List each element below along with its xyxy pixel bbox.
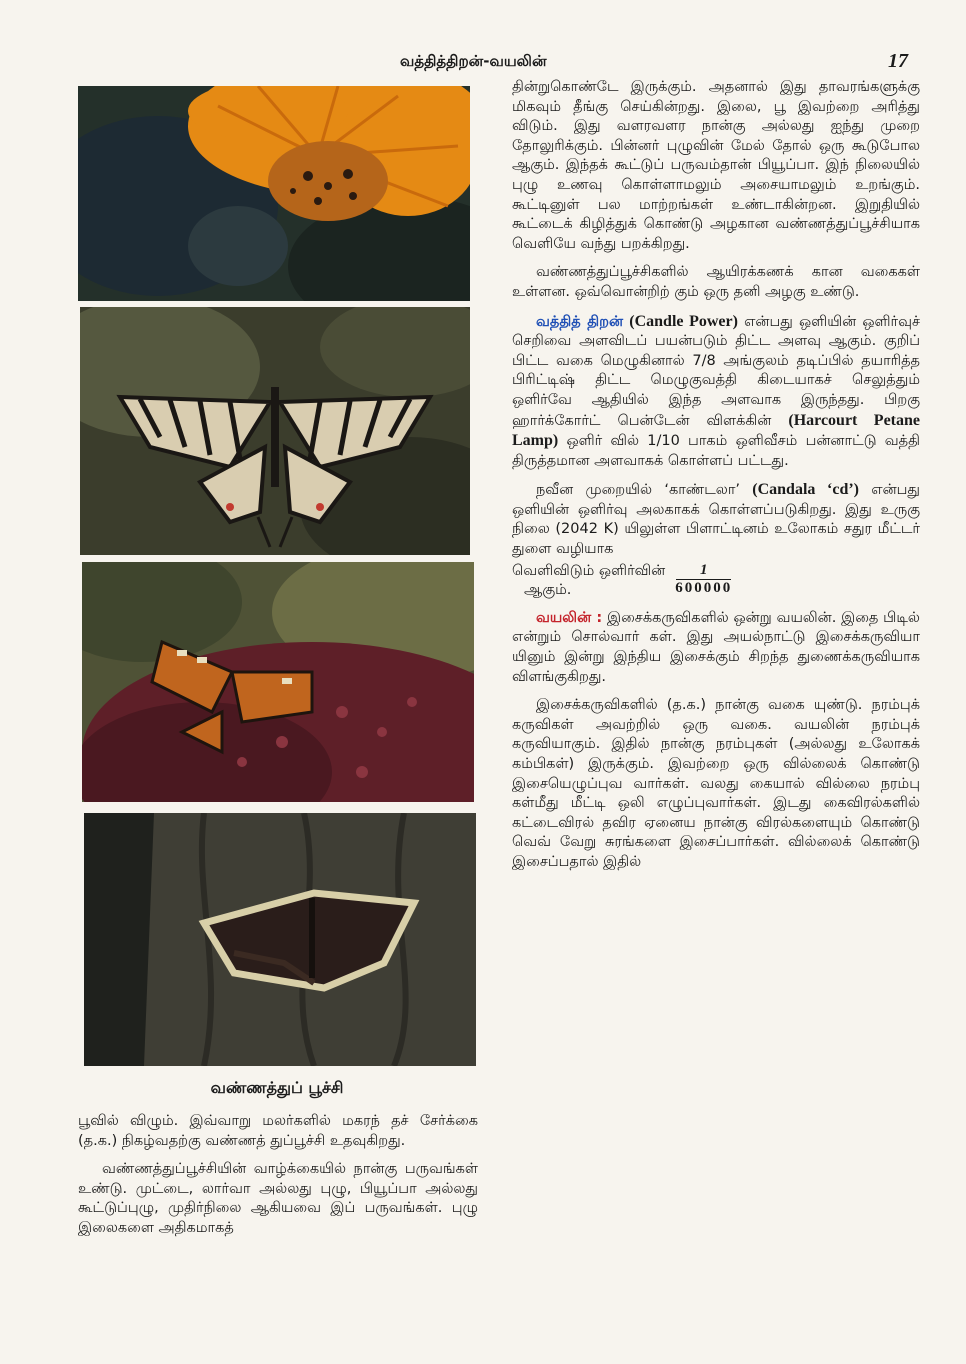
butterfly-photo-swallowtail bbox=[80, 307, 470, 555]
candela-text-a: நவீன முறையில் ‘காண்டலா’ bbox=[536, 482, 753, 499]
butterfly-photo-tortoiseshell bbox=[82, 562, 474, 802]
harcourt-lamp-english: (Harcourt Petane Lamp) bbox=[512, 411, 920, 450]
candela-text-b: என்பது ஒளியின் ஒளிர்வு அலகாகக் கொள்ளப்படுகிறது. இது உருகு நிலை (2042 K) யிலுள்ள பிளாட்டினம் உலோகம் சதுர மீட்டர் துளை வழியாக bbox=[512, 482, 920, 558]
candela-fraction-lead: வெளிவிடும் ஒளிர்வின் bbox=[512, 562, 666, 579]
running-head-title: வத்தித்திறன்-வயலின் bbox=[400, 52, 547, 70]
candle-power-english: (Candle Power) bbox=[629, 312, 738, 330]
left-column-text bbox=[78, 1112, 478, 1248]
candela-fraction bbox=[675, 562, 732, 597]
candle-power-term: வத்தித் திறன் bbox=[536, 313, 624, 330]
instruments-paragraph: இசைக்கருவிகளில் (த.க.) நான்கு வகை யுண்டு. நரம்புக் கருவிகள் அவற்றில் ஒரு வகை. வயலின் நரம்புக் கருவியாகும். இதில் நான்கு நரம்புகள் (அல்லது உலோகக் கம்பிகள்) இருக்கும். இவற்றை ஒரு வில்லைக் கொண்டு இசையெழுப்புவ வார்கள். வலது கையால் வில்லை நரம்பு கள்மீது மீட்டி ஒலி எழுப்புவார்கள். இடது கைவிரல்களில் கட்டைவிரல் தவிர ஏனைய நான்கு விரல்களையும் கொண்டு வெவ் வேறு சுரங்களை இசைப்பார்கள். வில்லைக் கொண்டு இசைப்பதால் இதில் bbox=[512, 697, 920, 870]
left-paragraph-2: வண்ணத்துப்பூச்சியின் வாழ்க்கையில் நான்கு பருவங்கள் உண்டு. முட்டை, லார்வா அல்லது புழு, பியூப்பா அல்லது கூட்டுப்புழு, முதிர்நிலை ஆகியவை இப் பருவங்கள். புழு இலைகளை அதிகமாகத் bbox=[78, 1161, 478, 1236]
fraction-denominator: 600000 bbox=[675, 579, 733, 596]
figure-caption: வண்ணத்துப் பூச்சி bbox=[210, 1078, 344, 1097]
candela-fraction-trail: ஆகும். bbox=[524, 582, 572, 599]
candela-paragraph bbox=[512, 480, 920, 559]
right-paragraph-1: தின்றுகொண்டே இருக்கும். அதனால் இது தாவரங்களுக்கு மிகவும் தீங்கு செய்கின்றது. இலை, பூ இவற்றை அரித்து விடும். இது வளரவளர நான்கு அல்லது ஐந்து முறை தோலுரிக்கும். பின்னர் புழுவின் மேல் தோல் ஒரு கூடுபோல ஆகும். இந்தக் கூட்டுப் பருவம்தான் பியூப்பா. இந் நிலையில் புழு உணவு கொள்ளாமலும் அசையாமலும் உறங்கும். கூட்டினுள் பல மாற்றங்கள் உண்டாகின்றன. இறுதியில் கூட்டைக் கிழித்துக் கொண்டு அழகான வண்ணத்துப்பூச்சியாக வெளியே வந்து பறக்கிறது. bbox=[512, 79, 920, 252]
page-number: 17 bbox=[888, 50, 908, 72]
running-head bbox=[0, 50, 966, 76]
left-paragraph-1: பூவில் விழும். இவ்வாறு மலர்களில் மகரந் தச் சேர்க்கை (த.க.) நிகழ்வதற்கு வண்ணத் துப்பூச்சி உதவுகிறது. bbox=[78, 1113, 478, 1149]
candle-power-text-b: ஒளிர் வில் 1/10 பாகம் ஒளிவீசம் பன்னாட்டு வத்தி திருத்தமான அளவாகக் கொள்ளப் பட்டது. bbox=[512, 433, 920, 469]
candela-fraction-line bbox=[512, 562, 920, 601]
fraction-numerator: 1 bbox=[676, 562, 732, 580]
violin-text: இசைக்கருவிகளில் ஒன்று வயலின். இதை பிடில் என்றும் சொல்வார் கள். இது அயல்நாட்டு இசைக்கருவியா யினும் இன்று இந்திய இசைக்கும் சிறந்த துணைக்கருவியாக விளங்குகிறது. bbox=[512, 609, 920, 685]
candela-english: (Candala ‘cd’) bbox=[752, 481, 860, 499]
candle-power-text-a: என்பது ஒளியின் ஒளிர்வுச் செறிவை அளவிடப் பயன்படும் திட்ட அளவு ஆகும். குறிப் பிட்ட வகை மெழுகினால் 7/8 அங்குலம் தடிப்பில் தயாரித்த பிரிட்டிஷ் திட்ட மெழுகுவத்தி கிடையாகச் செலுத்தும் ஒளிர்வே ஆதியில் இந்த அளவாக இருந்தது. பிறகு ஹார்க்கோர்ட் பென்டேன் விளக்கின் bbox=[512, 313, 920, 429]
violin-term: வயலின் : bbox=[536, 609, 603, 626]
right-column-text bbox=[512, 78, 920, 882]
butterfly-photo-orange-flower bbox=[78, 86, 470, 301]
right-paragraph-2: வண்ணத்துப்பூச்சிகளில் ஆயிரக்கணக் கான வகைகள் உள்ளன. ஒவ்வொன்றிற் கும் ஒரு தனி அழகு உண்டு. bbox=[512, 264, 920, 300]
butterfly-photo-mourning-cloak bbox=[84, 813, 476, 1066]
violin-paragraph bbox=[512, 609, 920, 687]
candle-power-paragraph bbox=[512, 312, 920, 472]
